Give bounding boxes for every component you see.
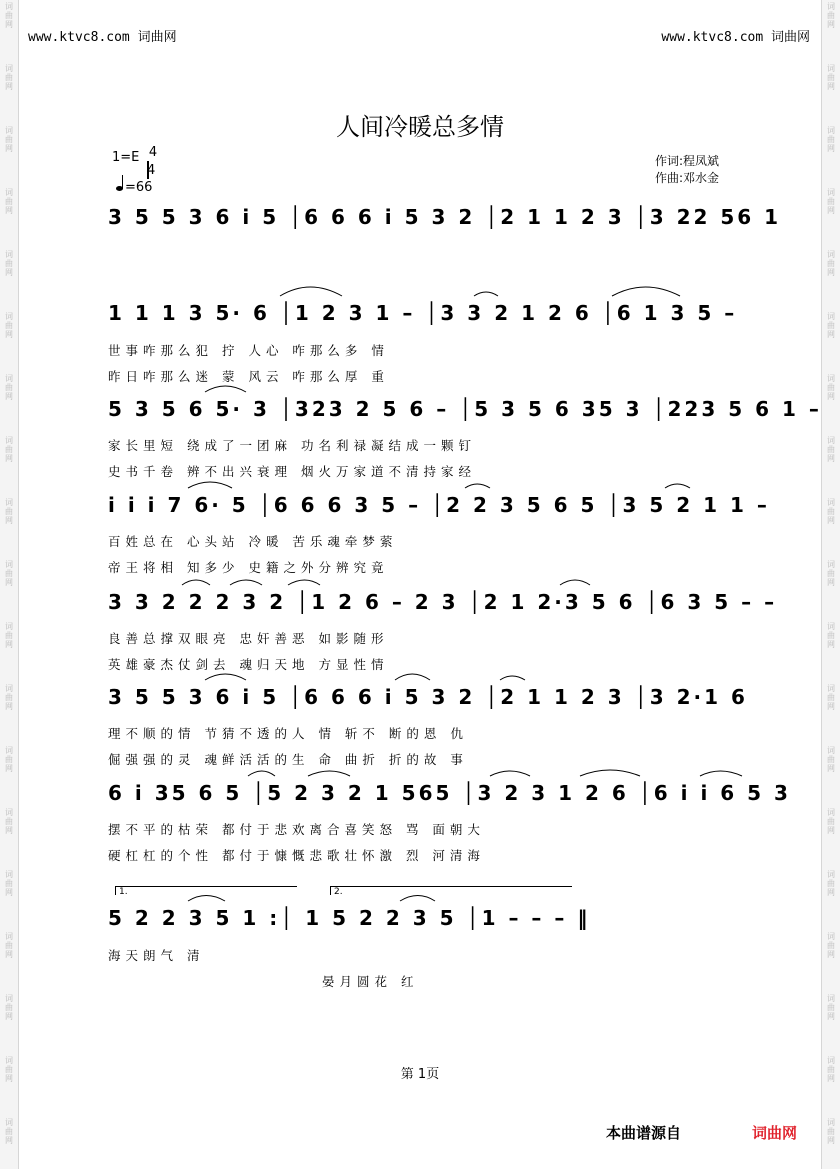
watermark-text: 词 曲 网 xyxy=(827,64,835,91)
slur xyxy=(612,287,680,296)
lyric-line: 家长里短 绕成了一团麻 功名利禄凝结成一颗钉 xyxy=(108,438,476,453)
watermark-text: 词 曲 网 xyxy=(5,498,13,525)
watermark-text: 词 曲 网 xyxy=(827,684,835,711)
lyric-line: 世事咋那么犯 拧 人心 咋那么多 情 xyxy=(108,343,389,358)
time-signature-top: 4 xyxy=(148,145,158,160)
watermark-text: 词 曲 网 xyxy=(827,622,835,649)
notation-row: 5 3 5 6 5· 3 │323 2 5 6 – │5 3 5 6 35 3 │223 5 6 1 – xyxy=(108,397,822,421)
watermark-text: 词 曲 网 xyxy=(5,312,13,339)
slur xyxy=(280,287,342,296)
watermark-text: 词 曲 网 xyxy=(827,436,835,463)
notation-row: 5 2 2 3 5 1 :│ 1 5 2 2 3 5 │1 – – – ‖ xyxy=(108,906,591,930)
lyric-line: 史书千卷 辨不出兴衰理 烟火万家道不清持家经 xyxy=(108,464,476,479)
watermark-text: 词 曲 网 xyxy=(5,188,13,215)
watermark-text: 词 曲 网 xyxy=(827,870,835,897)
lyric-line: 倔强强的灵 魂鲜活活的生 命 曲折 折的故 事 xyxy=(108,752,468,767)
slur xyxy=(400,896,435,902)
notation-row: 3 5 5 3 6 i 5 │6 6 6 i 5 3 2 │2 1 1 2 3 │3 22 56 1 xyxy=(108,205,782,229)
slur xyxy=(395,674,430,680)
volta-bracket-second: 2. xyxy=(330,886,572,895)
header-url-right[interactable]: www.ktvc8.com 词曲网 xyxy=(661,30,810,45)
watermark-text: 词 曲 网 xyxy=(5,2,13,29)
watermark-text: 词 曲 网 xyxy=(5,250,13,277)
watermark-text: 词 曲 网 xyxy=(5,374,13,401)
lyric-line: 硬杠杠的个性 都付于慷慨悲歌壮怀激 烈 河清海 xyxy=(108,848,485,863)
watermark-text: 词 曲 网 xyxy=(827,2,835,29)
lyric-line: 理不顺的情 节猜不透的人 情 斩不 断的恩 仇 xyxy=(108,726,468,741)
lyric-line: 海天朗气 清 xyxy=(108,948,205,963)
notation-row: i i i 7 6· 5 │6 6 6 3 5 – │2 2 3 5 6 5 │3 5 2 1 1 – xyxy=(108,493,770,517)
slur xyxy=(188,896,225,902)
lyric-line: 百姓总在 心头站 冷暖 苦乐魂牵梦萦 xyxy=(108,534,398,549)
watermark-text: 词 曲 网 xyxy=(5,560,13,587)
tempo-value: =66 xyxy=(125,180,153,195)
lyric-line: 帝王将相 知多少 史籍之外分辨究竟 xyxy=(108,560,389,575)
time-signature-bottom: 4 xyxy=(147,163,156,178)
watermark-text: 词 曲 网 xyxy=(5,994,13,1021)
slur xyxy=(580,770,640,776)
volta-bracket-first: 1. xyxy=(115,886,297,895)
header-url-left[interactable]: www.ktvc8.com 词曲网 xyxy=(28,30,177,45)
slur xyxy=(248,771,275,776)
slur xyxy=(490,771,530,776)
song-title: 人间冷暖总多情 xyxy=(336,113,504,141)
lyricist-credit: 作词:程凤斌 xyxy=(655,154,720,168)
lyric-line: 良善总撑双眼亮 忠奸善恶 如影随形 xyxy=(108,631,389,646)
composer-credit: 作曲:邓水金 xyxy=(655,171,720,185)
lyric-line: 英雄豪杰仗剑去 魂归天地 方显性情 xyxy=(108,657,389,672)
watermark-text: 词 曲 网 xyxy=(827,374,835,401)
watermark-text: 词 曲 网 xyxy=(5,1056,13,1083)
watermark-text: 词 曲 网 xyxy=(5,746,13,773)
notation-row: 1 1 1 3 5· 6 │1 2 3 1 – │3 3 2 1 2 6 │6 1 3 5 – xyxy=(108,301,738,325)
watermark-text: 词 曲 网 xyxy=(827,1118,835,1145)
lyric-line: 晏月圆花 红 xyxy=(322,974,419,989)
watermark-text: 词 曲 网 xyxy=(5,64,13,91)
watermark-text: 词 曲 网 xyxy=(827,808,835,835)
slur xyxy=(288,580,320,585)
watermark-text: 词 曲 网 xyxy=(827,932,835,959)
watermark-text: 词 曲 网 xyxy=(827,188,835,215)
slur xyxy=(560,580,590,585)
watermark-text: 词 曲 网 xyxy=(827,312,835,339)
notation-row: 6 i 35 6 5 │5 2 3 2 1 565 │3 2 3 1 2 6 │6 i i 6 5 3 xyxy=(108,781,791,805)
watermark-text: 词 曲 网 xyxy=(827,560,835,587)
notation-row: 3 5 5 3 6 i 5 │6 6 6 i 5 3 2 │2 1 1 2 3 │3 2·1 6 xyxy=(108,685,748,709)
source-label: 本曲谱源自 xyxy=(606,1124,682,1142)
key-signature: 1=E xyxy=(112,150,140,165)
slur xyxy=(665,484,690,488)
watermark-text: 词 曲 网 xyxy=(5,684,13,711)
watermark-text: 词 曲 网 xyxy=(827,746,835,773)
page-number: 第 1页 xyxy=(400,1067,440,1082)
watermark-text: 词 曲 网 xyxy=(5,1118,13,1145)
slur xyxy=(474,292,498,296)
watermark-text: 词 曲 网 xyxy=(827,126,835,153)
watermark-text: 词 曲 网 xyxy=(5,622,13,649)
slur xyxy=(308,771,350,776)
watermark-text: 词 曲 网 xyxy=(827,498,835,525)
slur xyxy=(230,580,262,585)
brand-logo-text[interactable]: 词曲网 xyxy=(752,1124,798,1142)
slur xyxy=(182,580,210,585)
notation-row: 3 3 2 2 2 3 2 │1 2 6 – 2 3 │2 1 2·3 5 6 │6 3 5 – – xyxy=(108,590,778,614)
slur xyxy=(205,386,246,392)
watermark-text: 词 曲 网 xyxy=(5,436,13,463)
watermark-text: 词 曲 网 xyxy=(5,808,13,835)
watermark-text: 词 曲 网 xyxy=(5,932,13,959)
watermark-text: 词 曲 网 xyxy=(5,870,13,897)
lyric-line: 昨日咋那么迷 蒙 风云 咋那么厚 重 xyxy=(108,369,389,384)
watermark-text: 词 曲 网 xyxy=(827,250,835,277)
slur xyxy=(465,484,490,488)
slur xyxy=(188,482,232,488)
watermark-text: 词 曲 网 xyxy=(5,126,13,153)
lyric-line: 摆不平的枯荣 都付于悲欢离合喜笑怒 骂 面朝大 xyxy=(108,822,485,837)
watermark-text: 词 曲 网 xyxy=(827,994,835,1021)
slur xyxy=(205,674,246,680)
slur xyxy=(700,771,742,776)
watermark-text: 词 曲 网 xyxy=(827,1056,835,1083)
slur xyxy=(500,676,525,680)
